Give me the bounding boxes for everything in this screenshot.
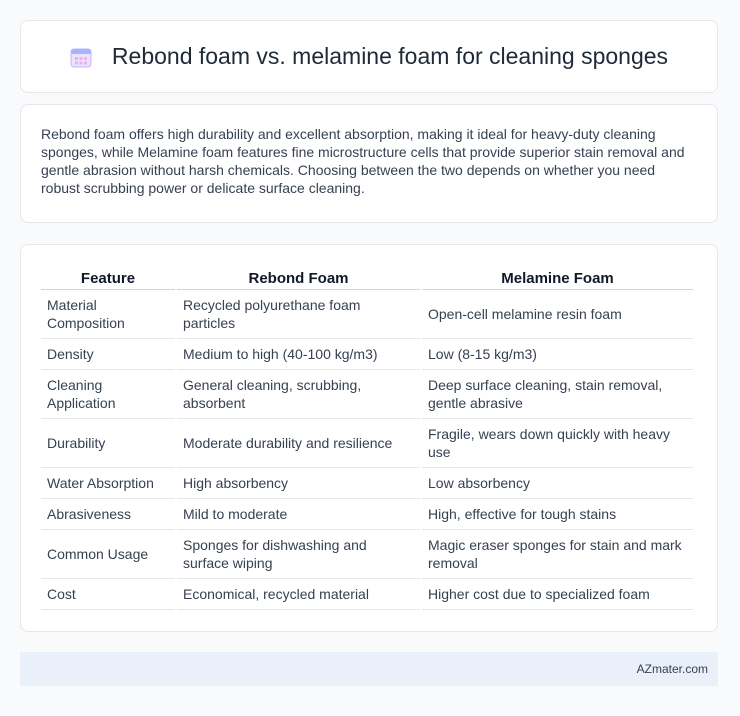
melamine-cell: Higher cost due to specialized foam xyxy=(422,579,693,610)
footer-brand[interactable]: AZmater.com xyxy=(636,662,708,676)
table-header-row xyxy=(41,265,693,290)
feature-cell: Water Absorption xyxy=(41,468,175,499)
table-row xyxy=(41,579,693,610)
feature-cell: Material Composition xyxy=(41,290,175,339)
feature-cell: Cost xyxy=(41,579,175,610)
melamine-cell: High, effective for tough stains xyxy=(422,499,693,530)
intro-card xyxy=(20,104,718,223)
comparison-card xyxy=(20,244,718,632)
melamine-cell: Deep surface cleaning, stain removal, gentle abrasive xyxy=(422,370,693,419)
rebond-cell: Moderate durability and resilience xyxy=(177,419,420,468)
title-card xyxy=(20,20,718,93)
page-title: Rebond foam vs. melamine foam for cleaning sponges xyxy=(111,43,669,69)
feature-cell: Abrasiveness xyxy=(41,499,175,530)
table-row xyxy=(41,530,693,579)
table-row xyxy=(41,468,693,499)
rebond-cell: Medium to high (40-100 kg/m3) xyxy=(177,339,420,370)
table-row xyxy=(41,499,693,530)
footer xyxy=(20,652,718,686)
melamine-cell: Open-cell melamine resin foam xyxy=(422,290,693,339)
header-melamine: Melamine Foam xyxy=(422,265,693,290)
melamine-cell: Magic eraser sponges for stain and mark removal xyxy=(422,530,693,579)
rebond-cell: Economical, recycled material xyxy=(177,579,420,610)
melamine-cell: Low absorbency xyxy=(422,468,693,499)
rebond-cell: Mild to moderate xyxy=(177,499,420,530)
rebond-cell: High absorbency xyxy=(177,468,420,499)
rebond-cell: Sponges for dishwashing and surface wiping xyxy=(177,530,420,579)
melamine-cell: Fragile, wears down quickly with heavy use xyxy=(422,419,693,468)
intro-text: Rebond foam offers high durability and excellent absorption, making it ideal for heavy-duty cleaning sponges, while Melamine foam features fine microstructure cells that provide superior stain removal and gentle abrasion without harsh chemicals. Choosing between the two depends on whether you need robust scrubbing power or delicate surface cleaning. xyxy=(41,126,685,196)
feature-cell: Cleaning Application xyxy=(41,370,175,419)
header-rebond: Rebond Foam xyxy=(177,265,420,290)
table-row xyxy=(41,339,693,370)
feature-cell: Common Usage xyxy=(41,530,175,579)
comparison-table xyxy=(39,265,695,610)
table-row xyxy=(41,290,693,339)
header-feature: Feature xyxy=(41,265,175,290)
calendar-icon xyxy=(70,46,92,68)
table-row xyxy=(41,370,693,419)
rebond-cell: General cleaning, scrubbing, absorbent xyxy=(177,370,420,419)
feature-cell: Density xyxy=(41,339,175,370)
feature-cell: Durability xyxy=(41,419,175,468)
rebond-cell: Recycled polyurethane foam particles xyxy=(177,290,420,339)
table-row xyxy=(41,419,693,468)
melamine-cell: Low (8-15 kg/m3) xyxy=(422,339,693,370)
